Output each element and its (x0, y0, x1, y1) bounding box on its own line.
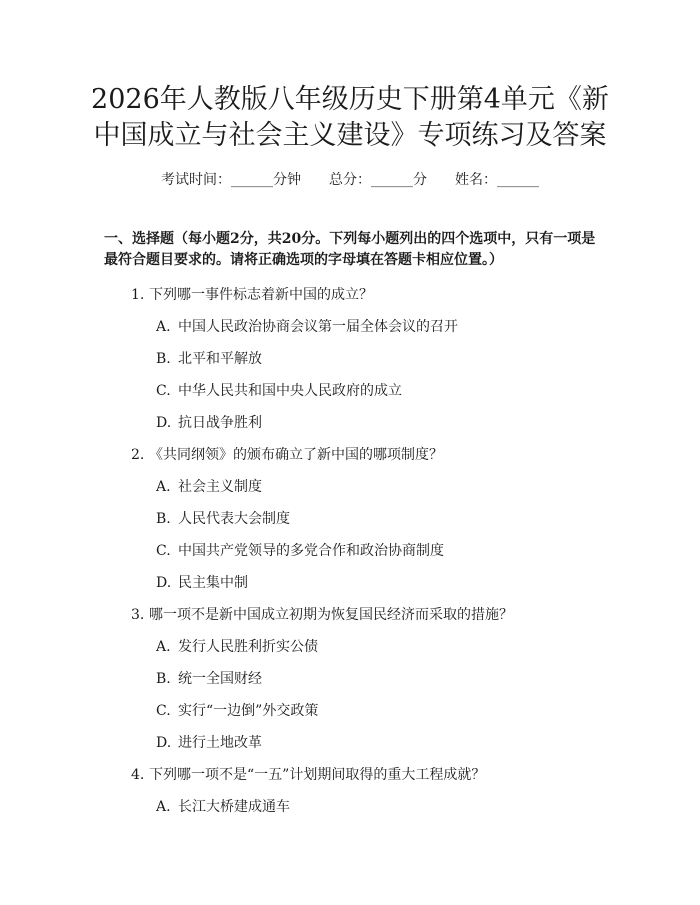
option-letter: A. (156, 639, 171, 655)
time-label: 考试时间： (161, 172, 231, 188)
option-letter: B. (156, 511, 171, 527)
option-letter: B. (156, 351, 171, 367)
option-item (156, 540, 444, 560)
option-text: 进行土地改革 (178, 735, 262, 751)
question-number: 2. (131, 447, 145, 463)
option-letter: A. (156, 799, 171, 815)
option-letter: A. (156, 479, 171, 495)
question-number: 3. (131, 607, 145, 623)
question-2 (131, 444, 443, 464)
option-item (156, 348, 262, 368)
question-1 (131, 284, 373, 304)
section-heading: 一、选择题（每小题2分，共20分。下列每小题列出的四个选项中，只有一项是最符合题目要求的。请将正确选项的字母填在答题卡相应位置。） (104, 231, 596, 268)
question-text: 《共同纲领》的颁布确立了新中国的哪项制度？ (149, 447, 443, 463)
option-item (156, 476, 262, 496)
option-text: 抗日战争胜利 (178, 415, 262, 431)
option-letter: B. (156, 671, 171, 687)
option-item (156, 412, 262, 432)
document-title-line-2: 中国成立与社会主义建设》专项练习及答案 (93, 120, 607, 151)
option-text: 长江大桥建成通车 (178, 799, 290, 815)
option-item (156, 700, 318, 720)
option-text: 北平和平解放 (178, 351, 262, 367)
time-unit: 分钟 (273, 172, 301, 188)
score-blank: ______ (371, 172, 413, 188)
option-letter: D. (156, 415, 172, 431)
option-text: 中国人民政治协商会议第一届全体会议的召开 (178, 319, 458, 335)
option-item (156, 572, 248, 592)
question-4 (131, 764, 485, 784)
option-item (156, 380, 402, 400)
question-3 (131, 604, 513, 624)
option-text: 统一全国财经 (178, 671, 262, 687)
question-number: 1. (131, 287, 145, 303)
option-letter: A. (156, 319, 171, 335)
option-letter: C. (156, 543, 171, 559)
option-text: 实行“一边倒”外交政策 (178, 703, 319, 719)
option-letter: C. (156, 383, 171, 399)
time-blank: ______ (231, 172, 273, 188)
option-text: 中国共产党领导的多党合作和政治协商制度 (178, 543, 444, 559)
option-item (156, 508, 290, 528)
option-item (156, 796, 290, 816)
document-title-line-1: 2026年人教版八年级历史下册第4单元《新 (91, 84, 609, 115)
option-letter: D. (156, 575, 172, 591)
name-label: 姓名： (455, 172, 497, 188)
option-letter: C. (156, 703, 171, 719)
option-item (156, 732, 262, 752)
option-item (156, 636, 318, 656)
option-text: 中华人民共和国中央人民政府的成立 (178, 383, 402, 399)
name-blank: ______ (497, 172, 539, 188)
option-text: 社会主义制度 (178, 479, 262, 495)
score-unit: 分 (413, 172, 427, 188)
option-letter: D. (156, 735, 172, 751)
question-number: 4. (131, 767, 145, 783)
option-text: 发行人民胜利折实公债 (178, 639, 318, 655)
option-item (156, 316, 458, 336)
option-item (156, 668, 262, 688)
exam-info-line (0, 169, 700, 189)
question-text: 下列哪一项不是“一五”计划期间取得的重大工程成就？ (149, 767, 486, 783)
score-label: 总分： (329, 172, 371, 188)
question-text: 下列哪一事件标志着新中国的成立？ (149, 287, 373, 303)
option-text: 民主集中制 (178, 575, 248, 591)
question-text: 哪一项不是新中国成立初期为恢复国民经济而采取的措施？ (149, 607, 513, 623)
option-text: 人民代表大会制度 (178, 511, 290, 527)
